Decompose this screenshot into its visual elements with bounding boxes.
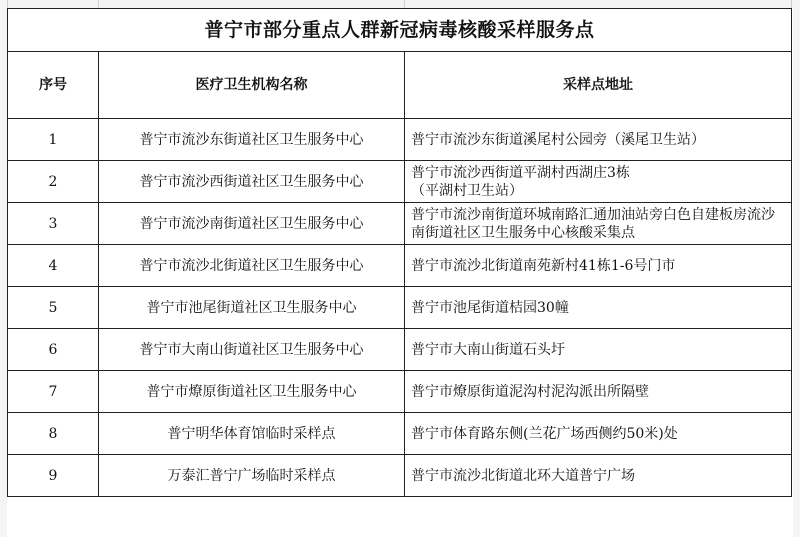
row-address: 普宁市流沙北街道南苑新村41栋1-6号门市 [405,245,792,287]
table-row [8,287,792,329]
row-index: 5 [8,287,99,329]
sampling-sites-table [7,8,792,497]
table-title: 普宁市部分重点人群新冠病毒核酸采样服务点 [8,9,792,52]
top-strip [0,0,800,8]
row-address: 普宁市流沙南街道环城南路汇通加油站旁白色自建板房流沙南街道社区卫生服务中心核酸采集点 [405,203,792,245]
header-row [8,52,792,119]
row-address: 普宁市燎原街道泥沟村泥沟派出所隔壁 [405,371,792,413]
row-institution: 万泰汇普宁广场临时采样点 [99,455,405,497]
row-index: 7 [8,371,99,413]
row-institution: 普宁市池尾街道社区卫生服务中心 [99,287,405,329]
row-institution: 普宁市流沙南街道社区卫生服务中心 [99,203,405,245]
top-strip-divider [98,0,99,8]
top-strip-divider [404,0,405,8]
table-row [8,413,792,455]
table-row [8,203,792,245]
row-index: 4 [8,245,99,287]
row-index: 6 [8,329,99,371]
row-institution: 普宁市燎原街道社区卫生服务中心 [99,371,405,413]
row-index: 1 [8,119,99,161]
table-row [8,371,792,413]
right-margin [793,0,800,537]
row-index: 2 [8,161,99,203]
row-index: 9 [8,455,99,497]
row-institution: 普宁明华体育馆临时采样点 [99,413,405,455]
row-index: 3 [8,203,99,245]
row-address: 普宁市池尾街道桔园30幢 [405,287,792,329]
title-row [8,9,792,52]
header-address: 采样点地址 [405,52,792,119]
row-institution: 普宁市流沙西街道社区卫生服务中心 [99,161,405,203]
row-address: 普宁市流沙北街道北环大道普宁广场 [405,455,792,497]
table-row [8,455,792,497]
header-name: 医疗卫生机构名称 [99,52,405,119]
row-institution: 普宁市大南山街道社区卫生服务中心 [99,329,405,371]
top-strip-divider [7,0,8,8]
row-index: 8 [8,413,99,455]
header-index: 序号 [8,52,99,119]
left-margin [0,0,7,537]
table-row [8,329,792,371]
top-strip-divider [791,0,792,8]
table-row [8,245,792,287]
row-institution: 普宁市流沙北街道社区卫生服务中心 [99,245,405,287]
row-address: 普宁市流沙东街道溪尾村公园旁（溪尾卫生站） [405,119,792,161]
row-institution: 普宁市流沙东街道社区卫生服务中心 [99,119,405,161]
table-row [8,161,792,203]
row-address: 普宁市流沙西街道平湖村西湖庄3栋 （平湖村卫生站） [405,161,792,203]
table-row [8,119,792,161]
row-address: 普宁市大南山街道石头圩 [405,329,792,371]
row-address: 普宁市体育路东侧(兰花广场西侧约50米)处 [405,413,792,455]
